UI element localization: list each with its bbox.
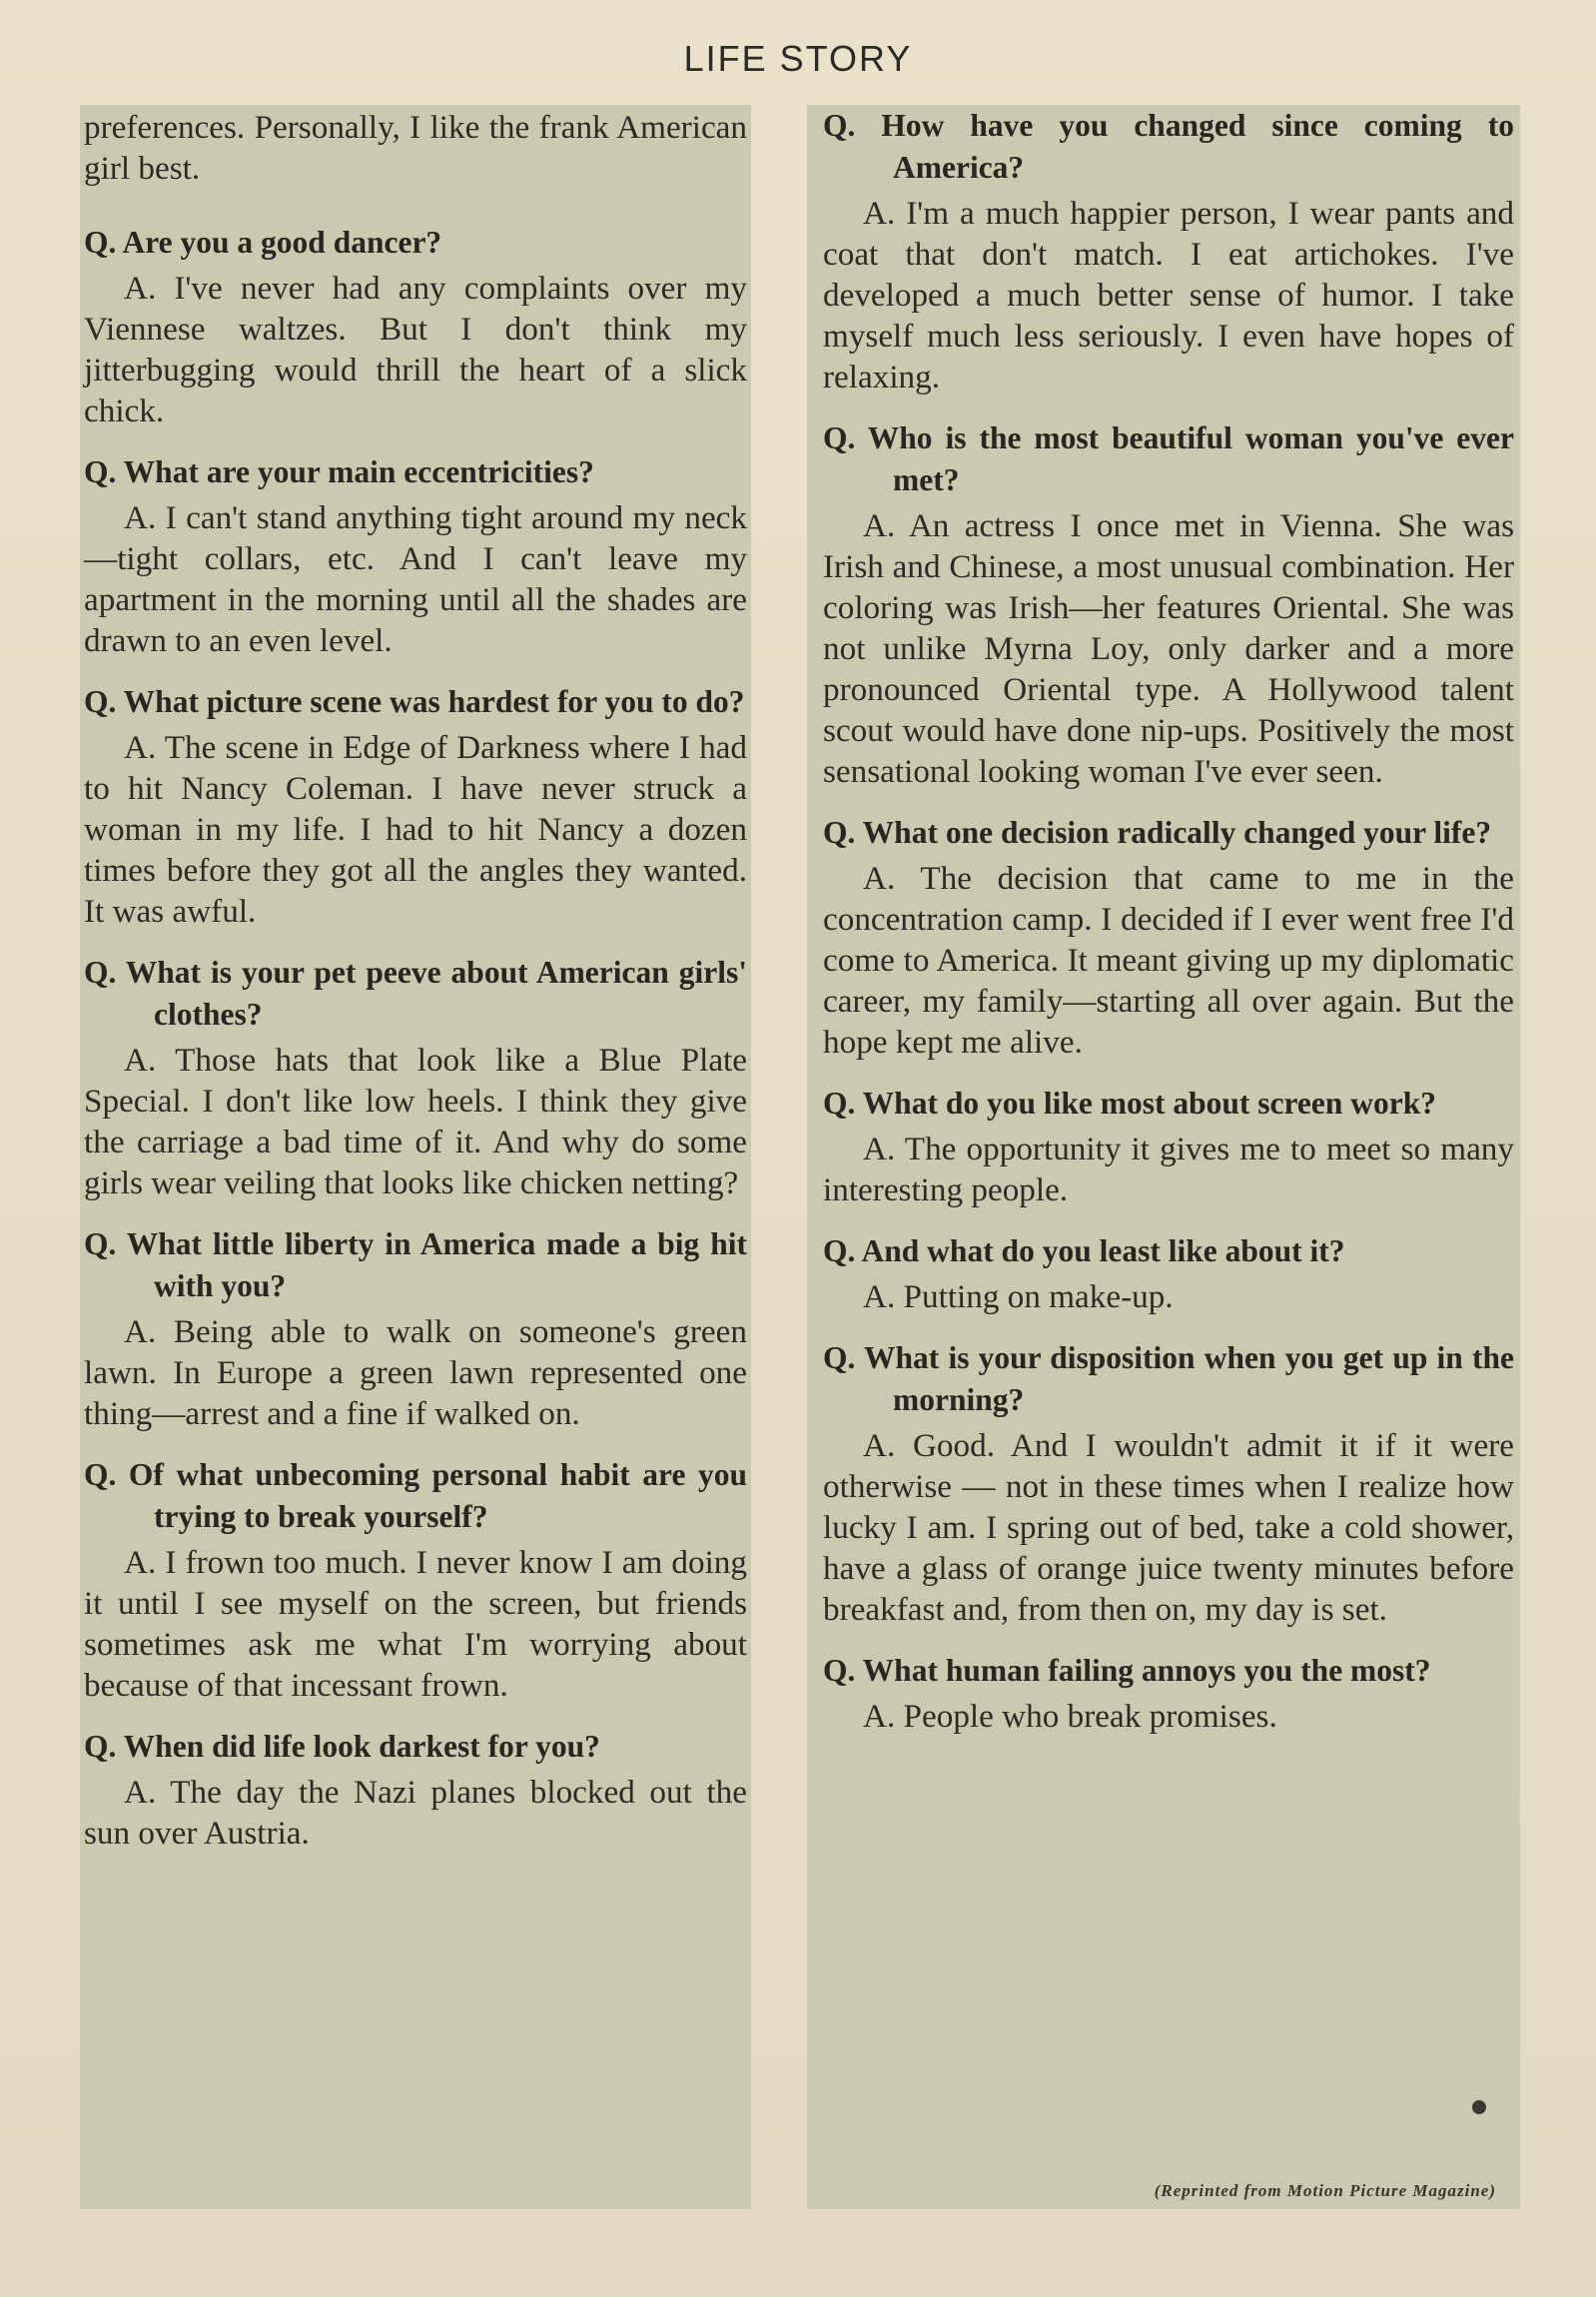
answer-like-most: A. The opportunity it gives me to meet so many interesting people. [823,1131,1514,1208]
answer-eccentricities: A. I can't stand anything tight around my neck—tight collars, etc. And I can't leave my apartment in the morning until all the shades are drawn to an even level. [84,499,747,660]
question-unbecoming-habit: Q. Of what unbecoming personal habit are you trying to break yourself? [84,1457,747,1535]
reprint-credit: (Reprinted from Motion Picture Magazine) [1154,2181,1496,2200]
right-column [807,105,1520,2209]
page-title: LIFE STORY [683,38,913,79]
answer-hardest-scene: A. The scene in Edge of Darkness where I had to hit Nancy Coleman. I have never struck a woman in my life. I had to hit Nancy a dozen times before they got all the angles they wanted. It was awful. [84,729,747,931]
answer-dancer: A. I've never had any complaints over my Viennese waltzes. But I don't think my jitterbugging would thrill the heart of a slick chick. [84,270,747,430]
question-dancer: Q. Are you a good dancer? [84,225,442,261]
left-column [80,105,751,2209]
answer-like-least: A. Putting on make-up. [863,1278,1174,1315]
question-human-failing: Q. What human failing annoys you the most? [823,1653,1431,1688]
answer-human-failing: A. People who break promises. [863,1698,1277,1735]
ink-spot [1472,2100,1486,2114]
question-beautiful-woman: Q. Who is the most beautiful woman you've ever met? [823,420,1514,497]
question-darkest-time: Q. When did life look darkest for you? [84,1729,600,1765]
answer-changed: A. I'm a much happier person, I wear pants and coat that don't match. I eat artichokes. I've developed a much better sense of humor. I take myself much less seriously. I even have hopes of relaxing. [823,195,1514,395]
answer-unbecoming-habit: A. I frown too much. I never know I am doing it until I see myself on the screen, but friends sometimes ask me what I'm worrying about because of that incessant frown. [84,1544,747,1705]
answer-pet-peeve: A. Those hats that look like a Blue Plate Special. I don't like low heels. I think they give the carriage a bad time of it. And why do some girls wear veiling that looks like chicken netting? [84,1042,747,1202]
question-decision: Q. What one decision radically changed your life? [823,815,1492,850]
question-pet-peeve: Q. What is your pet peeve about American girls' clothes? [84,955,747,1033]
question-little-liberty: Q. What little liberty in America made a big hit with you? [84,1226,747,1304]
question-eccentricities: Q. What are your main eccentricities? [84,454,594,490]
answer-little-liberty: A. Being able to walk on someone's green lawn. In Europe a green lawn represented one thing—arrest and a fine if walked on. [84,1313,747,1433]
answer-darkest-time: A. The day the Nazi planes blocked out the sun over Austria. [84,1774,747,1853]
question-like-most: Q. What do you like most about screen work? [823,1086,1437,1121]
question-hardest-scene: Q. What picture scene was hardest for you to do? [84,684,745,720]
question-changed: Q. How have you changed since coming to America? [823,108,1514,185]
question-disposition: Q. What is your disposition when you get up in the morning? [823,1340,1514,1417]
answer-decision: A. The decision that came to me in the concentration camp. I decided if I ever went free I'd come to America. It meant giving up my diplomatic career, my family—starting all over again. But the hope kept me alive. [823,860,1514,1061]
answer-disposition: A. Good. And I wouldn't admit it if it were otherwise — not in these times when I realize how lucky I am. I spring out of bed, take a cold shower, have a glass of orange juice twenty minutes before breakfast and, from then on, my day is set. [823,1427,1514,1628]
answer-beautiful-woman: A. An actress I once met in Vienna. She was Irish and Chinese, a most unusual combination. Her coloring was Irish—her features Oriental. She was not unlike Myrna Loy, only darker and a more pronounced Oriental type. A Hollywood talent scout would have done nip-ups. Positively the most sensational looking woman I've ever seen. [823,507,1514,790]
left-lead-paragraph: preferences. Personally, I like the frank American girl best. [84,109,747,187]
question-like-least: Q. And what do you least like about it? [823,1233,1345,1268]
